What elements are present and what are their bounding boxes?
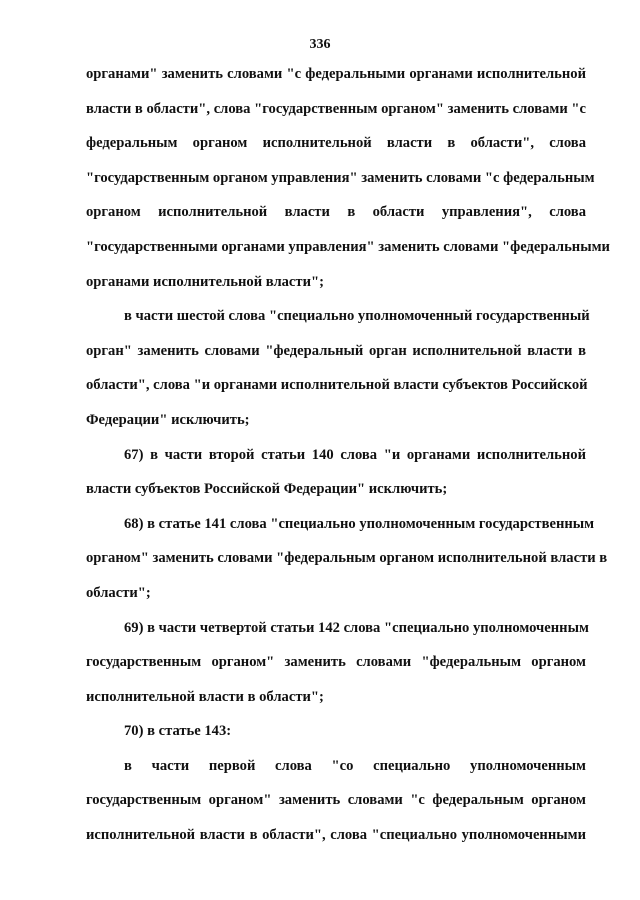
text-line: области"; xyxy=(86,584,151,601)
text-line: органом" заменить словами "федеральным органом исполнительной власти в xyxy=(86,550,608,567)
text-line: органами исполнительной власти"; xyxy=(86,273,324,290)
text-line: орган" заменить словами "федеральный орган исполнительной власти в xyxy=(86,342,586,359)
text-line: государственным органом" заменить словами "федеральным органом xyxy=(86,654,586,671)
text-line: органами" заменить словами "с федеральными органами исполнительной xyxy=(86,66,586,82)
text-line: "государственными органами управления" заменить словами "федеральными xyxy=(86,238,610,255)
text-line: в части первой слова "со специально уполномоченным xyxy=(124,757,586,774)
text-line: власти субъектов Российской Федерации" исключить; xyxy=(86,481,448,498)
text-line: Федерации" исключить; xyxy=(86,411,250,428)
text-line: "государственным органом управления" заменить словами "с федеральным xyxy=(86,169,595,186)
text-line: 70) в статье 143: xyxy=(124,723,232,740)
text-line: власти в области", слова "государственным органом" заменить словами "с xyxy=(86,100,586,117)
text-line: органом исполнительной власти в области управления", слова xyxy=(86,204,586,221)
document-body xyxy=(86,57,610,853)
text-line: государственным органом" заменить словами "с федеральным органом xyxy=(86,792,586,809)
text-line: исполнительной власти в области"; xyxy=(86,688,324,705)
text-line: 69) в части четвертой статьи 142 слова "специально уполномоченным xyxy=(124,619,589,636)
text-line: области", слова "и органами исполнительной власти субъектов Российской xyxy=(86,377,588,394)
text-line: исполнительной власти в области", слова "специально уполномоченными xyxy=(86,827,586,844)
text-line: 68) в статье 141 слова "специально уполномоченным государственным xyxy=(124,515,595,532)
page-number: 336 xyxy=(309,37,331,52)
text-line: 67) в части второй статьи 140 слова "и органами исполнительной xyxy=(124,446,586,463)
text-line: федеральным органом исполнительной власти в области", слова xyxy=(86,135,586,152)
text-line: в части шестой слова "специально уполномоченный государственный xyxy=(124,308,590,325)
